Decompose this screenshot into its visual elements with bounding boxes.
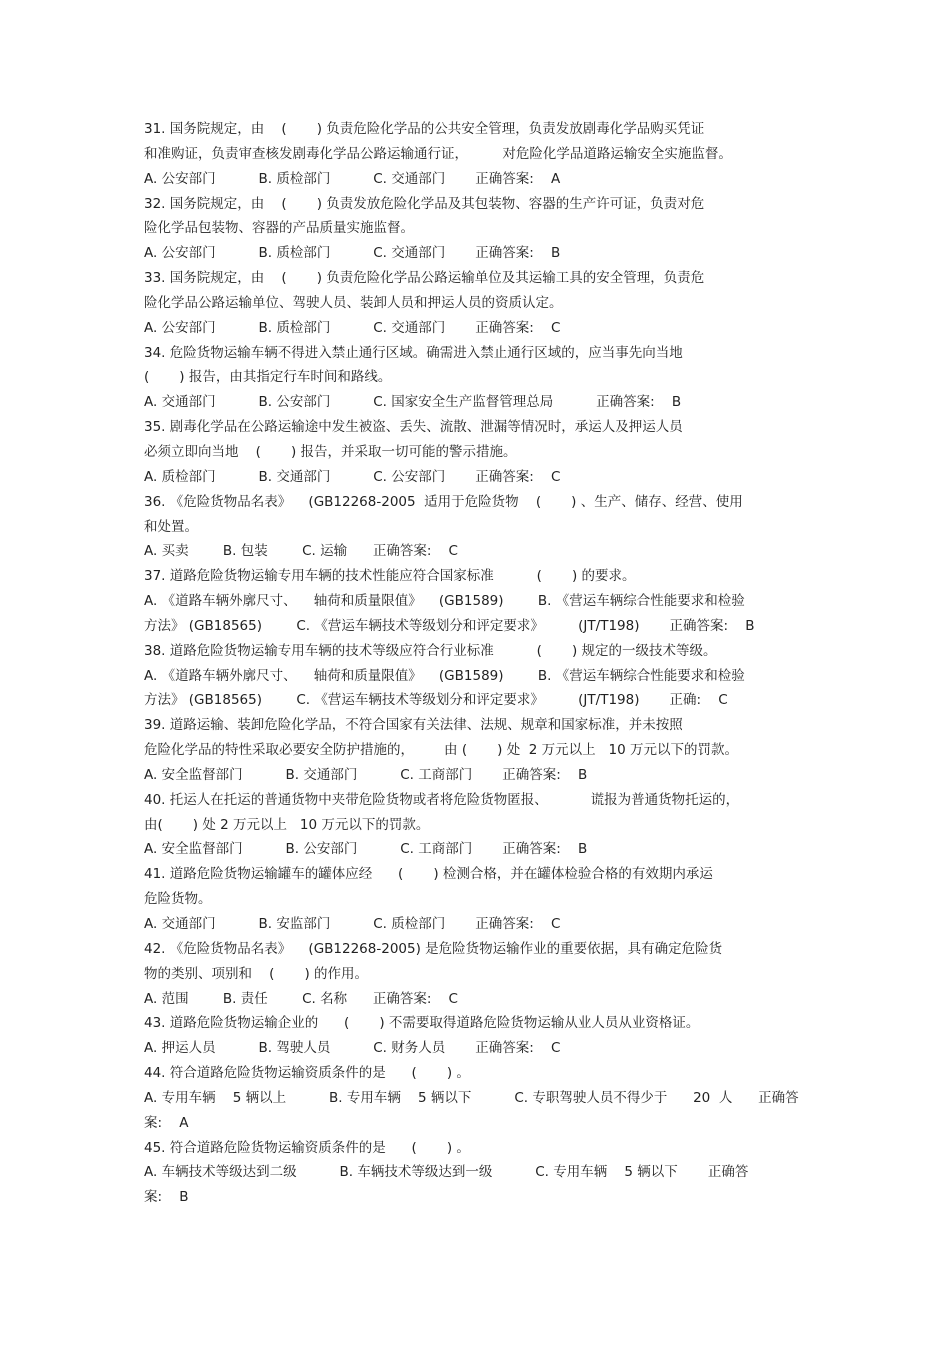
text-line: A. 押运人员 B. 驾驶人员 C. 财务人员 正确答案: C (144, 1040, 561, 1057)
text-line: A. 《道路车辆外廓尺寸、 轴荷和质量限值》 (GB1589) B. 《营运车辆综合性能要求和检验 (144, 593, 745, 610)
text-line: 33. 国务院规定，由 ( ) 负责危险化学品公路运输单位及其运输工具的安全管理，负责危 (144, 270, 705, 287)
text-line: A. 《道路车辆外廓尺寸、 轴荷和质量限值》 (GB1589) B. 《营运车辆综合性能要求和检验 (144, 667, 745, 684)
text-line: ( ) 报告，由其指定行车时间和路线。 (144, 369, 392, 386)
text-line: 和处置。 (144, 518, 198, 535)
text-line: A. 买卖 B. 包装 C. 运输 正确答案: C (144, 543, 458, 560)
text-line: A. 公安部门 B. 质检部门 C. 交通部门 正确答案: B (144, 245, 561, 262)
text-line: A. 公安部门 B. 质检部门 C. 交通部门 正确答案: A (144, 170, 561, 187)
text-line: A. 安全监督部门 B. 公安部门 C. 工商部门 正确答案: B (144, 841, 588, 858)
text-line: 案: A (144, 1114, 189, 1131)
text-line: 案: B (144, 1189, 189, 1206)
text-line: 31. 国务院规定，由 ( ) 负责危险化学品的公共安全管理，负责发放剧毒化学品购买凭证 (144, 121, 705, 137)
text-line: 和准购证，负责审查核发剧毒化学品公路运输通行证， 对危险化学品道路运输安全实施监督。 (144, 145, 732, 162)
text-line: 方法》 (GB18565) C. 《营运车辆技术等级划分和评定要求》 (JT/T198) 正确: C (144, 692, 728, 709)
text-line: 37. 道路危险货物运输专用车辆的技术性能应符合国家标准 ( ) 的要求。 (144, 568, 636, 585)
text-line: 由( ) 处 2 万元以上 10 万元以下的罚款。 (144, 816, 430, 833)
text-line: 43. 道路危险货物运输企业的 ( ) 不需要取得道路危险货物运输从业人员从业资格证。 (144, 1015, 700, 1032)
text-line: 方法》 (GB18565) C. 《营运车辆技术等级划分和评定要求》 (JT/T198) 正确答案: B (144, 617, 755, 634)
text-line: A. 质检部门 B. 交通部门 C. 公安部门 正确答案: C (144, 468, 561, 485)
text-line: 险化学品包装物、容器的产品质量实施监督。 (144, 220, 414, 237)
text-line: 42. 《危险货物品名表》 (GB12268-2005) 是危险货物运输作业的重要依据，具有确定危险货 (144, 940, 723, 957)
text-line: 危险货物。 (144, 891, 212, 908)
text-line: A. 公安部门 B. 质检部门 C. 交通部门 正确答案: C (144, 319, 561, 336)
text-line: 40. 托运人在托运的普通货物中夹带危险货物或者将危险货物匿报、 谎报为普通货物托运的， (144, 791, 740, 808)
text-line: 38. 道路危险货物运输专用车辆的技术等级应符合行业标准 ( ) 规定的一级技术等级。 (144, 642, 717, 659)
text-line: 危险化学品的特性采取必要安全防护措施的， 由 ( ) 处 2 万元以上 10 万元以下的罚款。 (144, 742, 738, 759)
text-line: 41. 道路危险货物运输罐车的罐体应经 ( ) 检测合格，并在罐体检验合格的有效期内承运 (144, 866, 713, 883)
text-line: 险化学品公路运输单位、驾驶人员、装卸人员和押运人员的资质认定。 (144, 294, 563, 311)
text-line: 44. 符合道路危险货物运输资质条件的是 ( ) 。 (144, 1065, 470, 1082)
text-line: A. 安全监督部门 B. 交通部门 C. 工商部门 正确答案: B (144, 766, 588, 783)
question-list (144, 117, 824, 1210)
text-line: A. 交通部门 B. 安监部门 C. 质检部门 正确答案: C (144, 916, 561, 932)
text-line: 必须立即向当地 ( ) 报告，并采取一切可能的警示措施。 (144, 443, 517, 460)
text-line: A. 专用车辆 5 辆以上 B. 专用车辆 5 辆以下 C. 专职驾驶人员不得少于 20 人 正确答 (144, 1089, 799, 1106)
text-line: A. 范围 B. 责任 C. 名称 正确答案: C (144, 990, 458, 1007)
text-line: 35. 剧毒化学品在公路运输途中发生被盗、丢失、流散、泄漏等情况时，承运人及押运人员 (144, 419, 683, 436)
text-line: A. 车辆技术等级达到二级 B. 车辆技术等级达到一级 C. 专用车辆 5 辆以下 正确答 (144, 1164, 749, 1181)
text-line: 34. 危险货物运输车辆不得进入禁止通行区域。确需进入禁止通行区域的，应当事先向当地 (144, 344, 683, 361)
text-line: 45. 符合道路危险货物运输资质条件的是 ( ) 。 (144, 1139, 470, 1156)
text-line: 36. 《危险货物品名表》 (GB12268-2005 适用于危险货物 ( ) 、生产、储存、经营、使用 (144, 493, 743, 510)
text-line: A. 交通部门 B. 公安部门 C. 国家安全生产监督管理总局 正确答案: B (144, 394, 682, 411)
text-line: 39. 道路运输、装卸危险化学品，不符合国家有关法律、法规、规章和国家标准，并未按照 (144, 717, 683, 734)
text-line: 32. 国务院规定，由 ( ) 负责发放危险化学品及其包装物、容器的生产许可证，负责对危 (144, 195, 705, 212)
text-line: 物的类别、项别和 ( ) 的作用。 (144, 965, 369, 982)
